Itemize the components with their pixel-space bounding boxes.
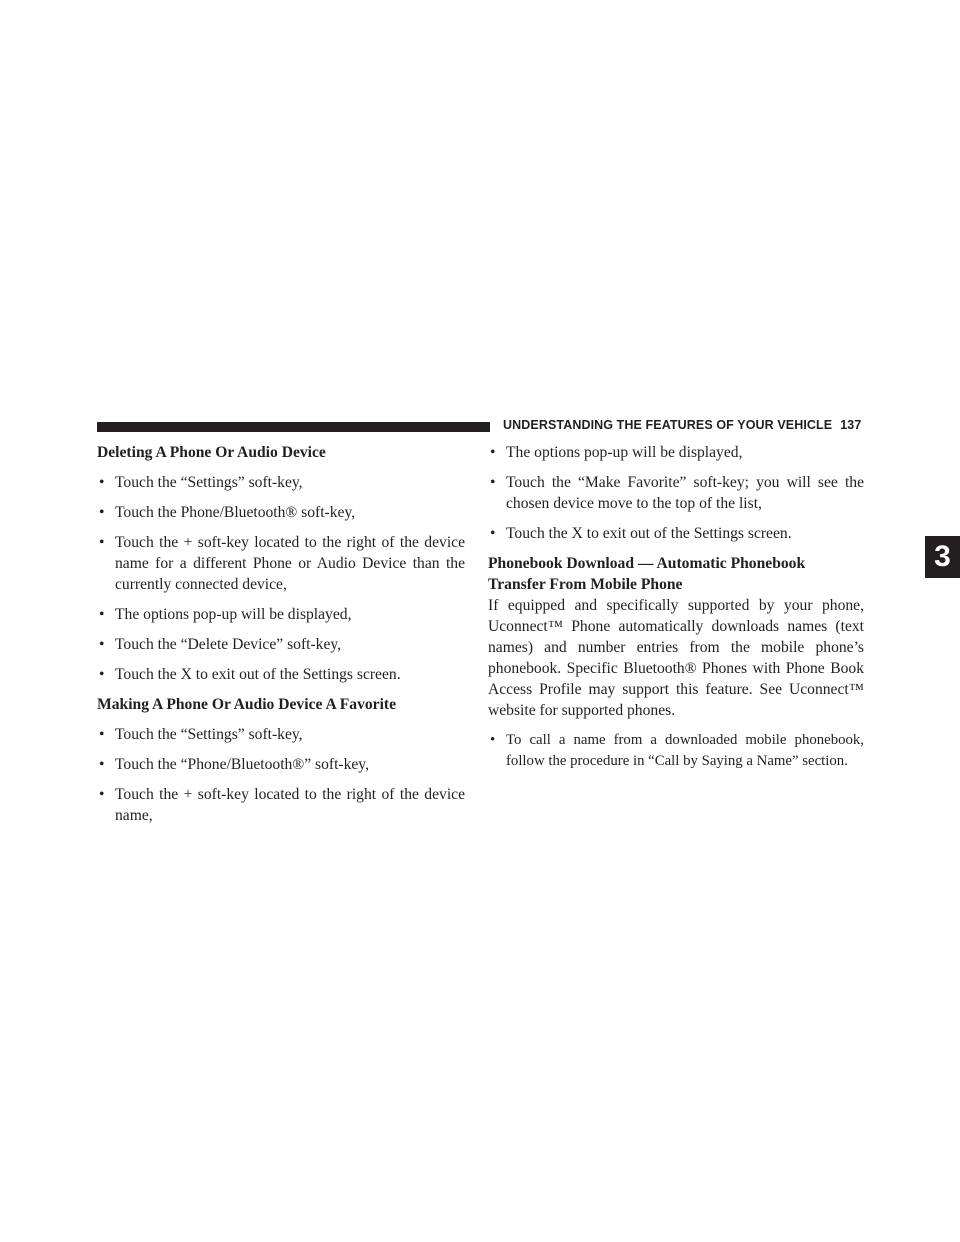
body-paragraph-phonebook: If equipped and specifically supported by your phone, Uconnect™ Phone automatically downloads names (text names) and number entries from the mobile phone’s phonebook. Specific Bluetooth® Phones with Phone Book Access Profile may support this feature. See Uconnect™ website for supported phones. (488, 597, 864, 719)
page-number: 137 (840, 418, 862, 432)
list-item: • Touch the “Delete Device” soft-key, (99, 636, 342, 653)
bullet-icon: • (99, 666, 105, 683)
bullet-list-deleting (97, 472, 465, 685)
list-item: • The options pop-up will be displayed, (99, 606, 352, 623)
section-heading-phonebook: Phonebook Download — Automatic Phonebook Transfer From Mobile Phone (488, 555, 806, 593)
header-title: UNDERSTANDING THE FEATURES OF YOUR VEHICLE (503, 418, 833, 432)
bullet-icon: • (99, 786, 105, 803)
list-item: • To call a name from a downloaded mobile phonebook, follow the procedure in “Call by Saying a Name” section. (490, 732, 864, 769)
section-heading-favorite: Making A Phone Or Audio Device A Favorite (97, 696, 397, 713)
bullet-icon: • (490, 525, 496, 542)
bullet-list-phonebook (488, 730, 864, 772)
list-item: • Touch the “Phone/Bluetooth®” soft-key, (99, 756, 369, 773)
bullet-icon: • (490, 444, 496, 461)
list-item: • Touch the “Settings” soft-key, (99, 474, 303, 491)
list-item: • The options pop-up will be displayed, (490, 444, 743, 461)
left-column (97, 442, 465, 835)
bullet-icon: • (99, 534, 105, 551)
chapter-tab: 3 (925, 536, 960, 578)
right-column (488, 442, 864, 781)
bullet-icon: • (99, 726, 105, 743)
section-heading-deleting: Deleting A Phone Or Audio Device (97, 444, 326, 461)
list-item: • Touch the “Make Favorite” soft-key; you will see the chosen device move to the top of the list, (490, 474, 864, 512)
list-item: • Touch the “Settings” soft-key, (99, 726, 303, 743)
bullet-icon: • (490, 732, 496, 748)
bullet-icon: • (99, 756, 105, 773)
list-item: • Touch the X to exit out of the Settings screen. (99, 666, 401, 683)
list-item: • Touch the + soft-key located to the right of the device name, (99, 786, 465, 824)
list-item: • Touch the Phone/Bluetooth® soft-key, (99, 504, 356, 521)
running-header (503, 418, 861, 432)
bullet-icon: • (99, 606, 105, 623)
bullet-icon: • (99, 474, 105, 491)
list-item: • Touch the X to exit out of the Settings screen. (490, 525, 792, 542)
bullet-icon: • (99, 636, 105, 653)
bullet-list-favorite (97, 724, 465, 826)
header-rule (97, 422, 490, 432)
bullet-icon: • (99, 504, 105, 521)
bullet-list-favorite-continued (488, 442, 864, 544)
bullet-icon: • (490, 474, 496, 491)
list-item: • Touch the + soft-key located to the right of the device name for a different Phone or Audio Device than the currently connected device, (99, 534, 465, 593)
